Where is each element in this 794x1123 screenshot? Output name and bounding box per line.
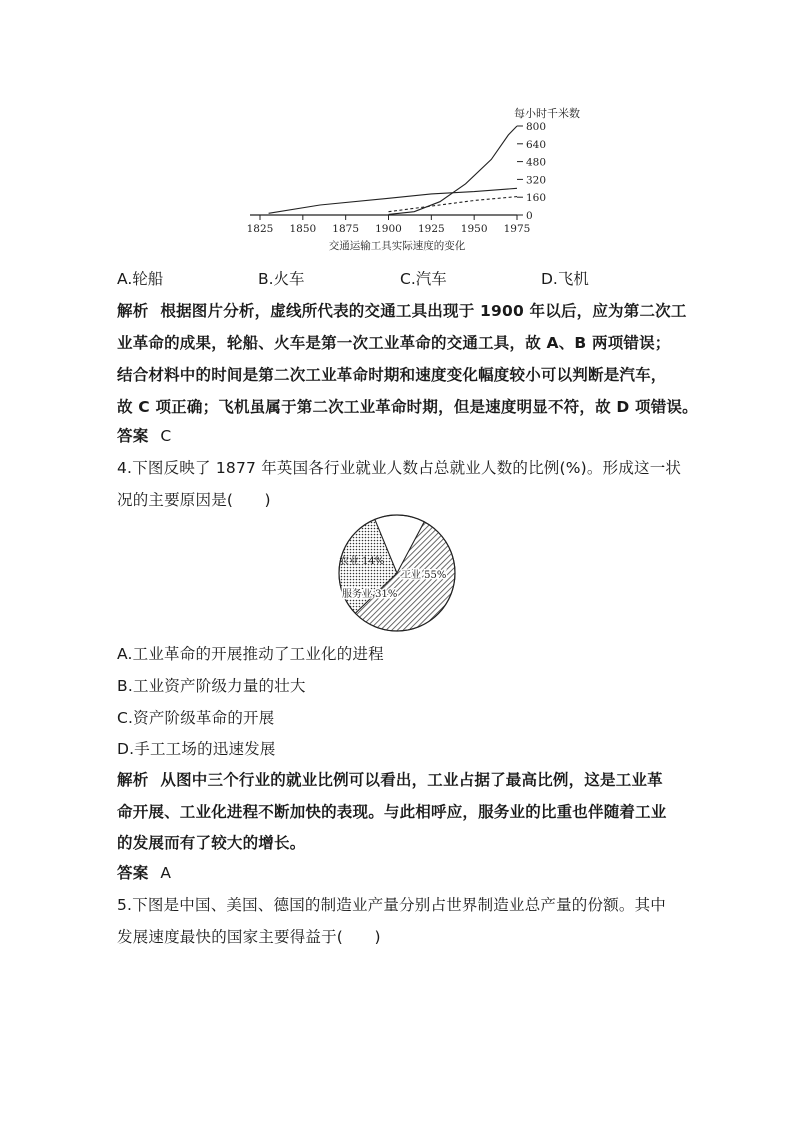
series-line-1 [269,188,517,213]
answer-value: C [160,427,172,445]
series-line-3 [389,197,518,212]
y-tick-label: 320 [526,174,547,187]
y-tick-label: 480 [526,156,547,169]
y-tick-label: 800 [526,121,547,133]
analysis-label: 解析 [117,302,149,320]
q3-option-c[interactable]: C.汽车 [400,270,447,288]
pie-label-service: 服务业 31% [342,589,398,600]
chart-caption: 交通运输工具实际速度的变化 [328,240,466,252]
x-tick-label: 1950 [460,223,488,235]
x-tick-label: 1925 [417,223,445,235]
q3-analysis-line-4: 故 C 项正确；飞机虽属于第二次工业革命时期，但是速度明显不符，故 D 项错误。 [117,398,698,416]
q4-option-b[interactable]: B.工业资产阶级力量的壮大 [117,677,306,695]
x-tick-label: 1850 [289,223,317,235]
x-tick-label: 1900 [375,223,402,235]
q5-stem-line-1: 5.下图是中国、美国、德国的制造业产量分别占世界制造业总产量的份额。其中 [117,896,666,914]
q5-stem-line-2: 发展速度最快的国家主要得益于( ) [117,928,381,946]
q4-option-a[interactable]: A.工业革命的开展推动了工业化的进程 [117,645,384,663]
series-line-2 [389,126,518,214]
q4-analysis-line-3: 的发展而有了较大的增长。 [117,834,306,852]
q3-option-a[interactable]: A.轮船 [117,270,164,288]
y-tick-label: 0 [526,210,533,222]
q4-option-c[interactable]: C.资产阶级革命的开展 [117,709,275,727]
answer-label: 答案 [117,427,149,445]
x-tick-label: 1825 [246,223,274,235]
y-axis-unit-label: 每小时千米数 [514,107,580,120]
x-tick-label: 1875 [332,223,360,235]
answer-value: A [160,864,172,882]
q3-analysis-line-1: 解析 根据图片分析，虚线所代表的交通工具出现于 1900 年以后，应为第二次工 [117,302,687,320]
q3-option-d[interactable]: D.飞机 [541,270,589,288]
y-tick-label: 160 [526,192,547,205]
pie-label-industry: 工业 55% [401,570,447,581]
q3-analysis-line-3: 结合材料中的时间是第二次工业革命时期和速度变化幅度较小可以判断是汽车， [117,366,667,384]
employment-pie-chart [334,512,464,636]
q3-analysis-line-2: 业革命的成果，轮船、火车是第一次工业革命的交通工具，故 A、B 两项错误； [117,334,671,352]
pie-label-agriculture: 农业 14% [339,556,385,567]
q4-answer [117,863,171,883]
q4-stem-line-2: 况的主要原因是( ) [117,491,271,509]
answer-label: 答案 [117,864,149,882]
y-tick-label: 640 [526,138,547,151]
q4-analysis-line-1: 解析 从图中三个行业的就业比例可以看出，工业占据了最高比例，这是工业革 [117,771,663,789]
q4-option-d[interactable]: D.手工工场的迅速发展 [117,740,276,758]
q4-analysis-line-2: 命开展、工业化进程不断加快的表现。与此相呼应，服务业的比重也伴随着工业 [117,803,667,821]
q3-option-b[interactable]: B.火车 [258,270,305,288]
speed-line-chart [230,100,580,260]
q3-answer [117,426,171,446]
analysis-label: 解析 [117,771,149,789]
x-tick-label: 1975 [503,223,531,235]
q4-stem-line-1: 4.下图反映了 1877 年英国各行业就业人数占总就业人数的比例(%)。形成这一状 [117,459,682,477]
